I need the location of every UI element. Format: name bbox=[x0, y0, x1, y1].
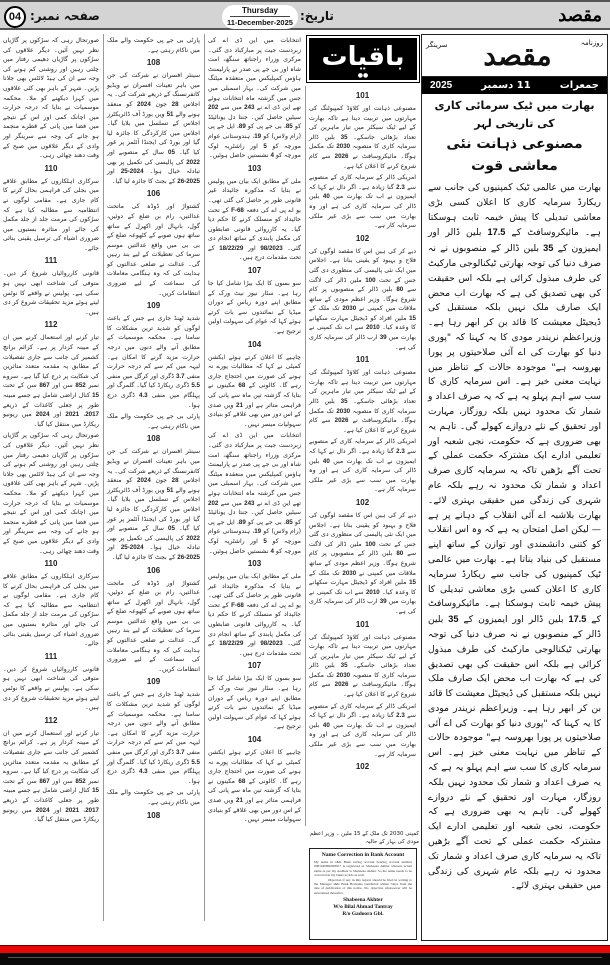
notice-relation: W/o Bilal Ahmad Tantray bbox=[333, 904, 393, 911]
highlighted-figure: 35 bbox=[340, 662, 348, 670]
column-paragraph: کشتواڑ اور ڈوڈہ کی ماتحت عدالتیں، رام بن ضلع کے دوئیں، گول، بانہال اور اکھرل کے ساتھ ساتھ ہوں صوبے کے کٹھوعہ ضلع کے بی بی میں واقع عدالتیں موسم سرما کی تعطیلات کے لیے بند رہیں گی۔ عدالت نے ضلعی عدالتوں کو ہدایت کی کہ وہ ہنگامی معاملات کی سماعت کے لیے ضروری انتظامات کریں۔ bbox=[107, 203, 200, 297]
highlighted-figure: 18/22/29 bbox=[219, 244, 244, 252]
column-paragraph: سو بسوں کا ایک بیڑا شامل کیا جا رہا ہے۔ سٹار نیوز نیٹ ورک کے مطابق اپنے دورہ ریاس کے دوران میڈیا کے نمائندوں سے بات کرتے ہوئے کہا کہ عوام کی سہولت اولین ترجیح ہے۔ bbox=[208, 675, 301, 731]
highlighted-figure: 5 bbox=[263, 142, 267, 150]
highlighted-figure: 4 bbox=[270, 547, 274, 555]
section-number: 104 bbox=[247, 339, 262, 349]
highlighted-figure: 2.3 bbox=[396, 183, 405, 191]
editorial-paper-title: مقصد bbox=[483, 39, 552, 72]
highlighted-figure: 05 bbox=[168, 525, 175, 533]
column-paragraph: ملی کے مطابق ایک بیان میں پولیس نے بتایا کہ مذکورہ جائیداد غیر قانونی طور پر حاصل کی گئی تھی۔ یو اے پی اے کی دفعہ 68-F کے تحت جائیداد کو منسلک کرنے کا حکم دیا گیا۔ یہ کارروائی قانونی ضابطوں کی مکمل پابندی کے ساتھ انجام دی گئی۔ 98/2023 اور 18/22/29 کے تحت مقدمات درج ہیں۔ bbox=[208, 573, 301, 657]
column-paragraph: دیے کر کی ہیں اس کا مقصد لوگوں کی فلاح و بہبود کو یقینی بنانا ہے۔ اجلاس میں ایک نئی پالیسی کی منظوری دی گئی جس کے تحت 100 ملین ڈالر کی لاگت سے 80 بلین ڈالر کے منصوبوں پر کام شروع ہوگا۔ وزیر اعظم مودی کے ساتھ ملاقات میں کمپنی نے 2030 تک ملک کے 15 ملین افراد کو ڈیجیٹل مہارت سکھانے کا وعدہ کیا۔ 2010 سے اب تک کمپنی نے بھارت میں 39 ارب ڈالر کی سرمایہ کاری کی ہے۔ bbox=[309, 511, 417, 615]
highlighted-figure: 2021 bbox=[65, 411, 80, 419]
highlighted-figure: 2022 bbox=[186, 534, 200, 542]
editorial-continuation: بھارت میں عالمی ٹیک کمپنیوں کی جانب سے ریکارڈ سرمایہ کاری کا اعلان کسی بڑی معاشی تبدیلی کا پیش خیمہ ثابت ہوسکتا ہے۔ bbox=[428, 553, 601, 610]
masthead-bar bbox=[0, 0, 610, 30]
highlighted-figure: 2030 bbox=[336, 671, 351, 679]
column-paragraph: سو بسوں کا ایک بیڑا شامل کیا جا رہا ہے۔ سٹار نیوز نیٹ ورک کے مطابق اپنے دورہ ریاس کے دوران میڈیا کے نمائندوں سے بات کرتے ہوئے کہا کہ عوام کی سہولت اولین ترجیح ہے۔ bbox=[208, 280, 301, 336]
highlighted-figure: 867 bbox=[39, 777, 50, 785]
highlighted-figure: 2017 bbox=[85, 806, 99, 814]
highlighted-figure: 2025-26 bbox=[177, 177, 200, 185]
column-paragraph: صورتحال رہی کہ سڑکوں پر گاڑیاں نظر نہیں آئیں۔ دیگر علاقوں کی سڑکوں پر گاڑیاں دھیمی رفتار میں چلتی رہیں اور روشنی کم ہونے کی وجہ سے ان کی ہیڈ لائٹس بھی جلانا پڑیں۔ شہر کے باہر بھی کئی علاقوں میں کہرا دیکھنے کو ملا۔ محکمہ موسمیات نے بتایا کہ درجہ حرارت میں اچانک کمی اور اس کے نتیجے میں فضا میں پانی کے قطرے منجمد ہو جانے کی وجہ سے سرینگر اور وادی کے دیگر علاقوں میں صبح کے وقت دھند چھائی رہی۔ bbox=[3, 37, 99, 160]
highlighted-figure: 2025-26 bbox=[177, 553, 200, 561]
section-number: 109 bbox=[146, 301, 161, 311]
column-3 bbox=[204, 34, 304, 921]
highlighted-figure: 35 bbox=[543, 243, 554, 254]
column-paragraph: شدید ٹھنڈ جاری ہے جس کے باعث لوگوں کو شدید ترین مشکلات کا سامنا ہے۔ محکمہ موسمیات کے مطابق آنے والے دنوں میں درجہ حرارت مزید گرنے کا امکان ہے۔ لیہہ میں کم سے کم درجہ حرارت منفی 3.7 ڈگری اور کرگل میں منفی 5.5 ڈگری ریکارڈ کیا گیا۔ گلمرگ اور پہلگام میں منفی 4.3 ڈگری درج ہوا۔ bbox=[107, 691, 201, 785]
notice-signature bbox=[314, 897, 412, 918]
highlighted-figure: 2017 bbox=[85, 411, 99, 419]
editorial-continuation: تاہم یہ بھی ضروری ہے کہ حکومت، نجی شعبہ اور تعلیمی ادارے ایک مشترکہ حکمت عملی کے تحت آگے بڑھیں تاکہ یہ سرمایہ کاری صرف اعداد و شمار تک محدود نہ رہے بلکہ عام شہری کی زندگی میں حقیقی بہتری لائے۔ bbox=[428, 806, 601, 892]
section-number: 112 bbox=[44, 715, 58, 725]
section-number: 108 bbox=[146, 58, 161, 68]
highlighted-figure: 68 bbox=[238, 382, 246, 390]
section-number: 112 bbox=[44, 320, 58, 330]
section-number: 103 bbox=[247, 559, 262, 569]
highlighted-figure: 2024 bbox=[137, 477, 151, 485]
section-number: 109 bbox=[146, 677, 161, 687]
date-en: 11-December-2025 bbox=[227, 18, 293, 27]
highlighted-figure: 2010 bbox=[365, 588, 380, 596]
page-label: صفحہ نمبر: bbox=[30, 9, 100, 23]
section-number: 111 bbox=[44, 651, 58, 661]
highlighted-figure: 17.5 bbox=[487, 227, 506, 238]
editorial-continuation: مائیکروسافٹ کے 17.5 بلین ڈالر اور ایمیزون کے 35 بلین ڈالر کے منصوبوں نے نہ صرف دنیا کی توجہ بھارتی ٹیکنالوجی مارکیٹ کی طرف مبذول کرائی ہے بلکہ اس حقیقت کی بھی تصدیق کی ہے کہ بھارت اب محض ایک صارف ملک نہیں بلکہ مستقبل کی ڈیجیٹل معیشت کا قائد بن کر ابھر رہا ہے۔ bbox=[428, 598, 602, 714]
highlighted-figure: 15 bbox=[409, 314, 416, 322]
highlighted-figure: 19 bbox=[254, 528, 262, 536]
highlighted-figure: 2.3 bbox=[396, 712, 405, 720]
highlighted-figure: 2030 bbox=[342, 305, 357, 313]
banner-dots-ornament: ●● bbox=[357, 72, 369, 79]
highlighted-figure: 2021 bbox=[65, 806, 80, 814]
highlighted-figure: 68-F bbox=[231, 601, 244, 609]
highlighted-figure: 19 bbox=[254, 132, 262, 140]
highlighted-figure: 5.5 bbox=[191, 382, 200, 390]
editorial-continuation: اس سرمایہ کاری کا سب سے اہم پہلو یہ ہے کہ یہ صرف اعداد و شمار تک محدود نہیں بلکہ روزگار، مہارت اور تحقیق کے نئے دروازے کھولے گی۔ bbox=[428, 747, 601, 818]
editorial-dateline bbox=[422, 77, 607, 94]
highlighted-figure: 5.5 bbox=[191, 758, 200, 766]
city-label: سرینگر bbox=[426, 41, 448, 49]
column-paragraph: صورتحال رہی کہ سڑکوں پر گاڑیاں نظر نہیں آئیں۔ دیگر علاقوں کی سڑکوں پر گاڑیاں دھیمی رفتار میں چلتی رہیں اور روشنی کم ہونے کی وجہ سے ان کی ہیڈ لائٹس بھی جلانا پڑیں۔ شہر کے باہر بھی کئی علاقوں میں کہرا دیکھنے کو ملا۔ محکمہ موسمیات نے بتایا کہ درجہ حرارت میں اچانک کمی اور اس کے نتیجے میں فضا میں پانی کے قطرے منجمد ہو جانے کی وجہ سے سرینگر اور وادی کے دیگر علاقوں میں صبح کے وقت دھند چھائی رہی۔ bbox=[3, 432, 99, 555]
highlighted-figure: 243 bbox=[244, 104, 255, 112]
column-paragraph: سینئر افسران نے شرکت کی جن میں باہر تعینات افسران نے ویڈیو کانفرنسنگ کے ذریعے شرکت کی۔ یہ اجلاس 28 جون 2024 کو منعقد ہونے والے 51 ویں بورڈ آف ڈائریکٹرز اجلاس کے تسلسل میں بلایا گیا۔ اجلاس میں کارکردگی کا جائزہ لیا گیا اور بورڈ کی ایجنڈا آئٹمز پر غور کیا گیا۔ 05 سال کے منصوبے اور 2022 کی پالیسی کی تکمیل پر بھی تبادلہ خیال ہوا۔ 2024-25 اور 2025-26 کے بجٹ کا جائزہ لیا گیا۔ bbox=[107, 448, 201, 561]
highlighted-figure: 39 bbox=[379, 598, 387, 606]
column-paragraph: انتخابات میں این ڈی اے کی زبردست جیت پر مبارکباد دی گئی۔ مرکزی وزراء راجناتھ سنگھ، امت شاہ اور بی جے پی صدر نے پارلیمنٹ ہاؤس کمپلیکس میں منعقدہ میٹنگ میں شرکت کی۔ بہار اسمبلی میں جس میں گزشتہ ماہ انتخابات ہوئے تھے این ڈی اے نے 243 میں سے 202 سیٹیں حاصل کیں۔ جنتا دل یونائیٹڈ کو 85، بی جے پی کو 89، ایل جے پی (رام ولاس) کو 19، ہندوستانی عوام مورچہ کو 5 اور راشٹریہ لوک مورچہ کو 4 نشستیں حاصل ہوئیں۔ bbox=[208, 432, 302, 555]
highlighted-figure: 100 bbox=[365, 540, 376, 548]
highlighted-figure: 40 bbox=[322, 457, 330, 465]
highlighted-figure: 21 bbox=[236, 401, 243, 409]
section-number: 108 bbox=[146, 434, 161, 444]
column-1 bbox=[0, 34, 102, 921]
date-pill bbox=[222, 5, 298, 29]
weekday-en: Thursday bbox=[230, 6, 290, 17]
notice-title: Name Correction in Bank Account bbox=[321, 852, 405, 858]
highlighted-figure: 28 bbox=[171, 100, 179, 108]
highlighted-figure: 100 bbox=[365, 276, 376, 284]
column-paragraph: قانونی کارروائیاں شروع کر دیں۔ متوفی کی شناخت ابھی نہیں ہو سکی ہے۔ پولیس نے واقعے کا نوٹس لیتے ہوئے مزید تحقیقات شروع کر دی ہیں۔ bbox=[3, 665, 99, 712]
column-paragraph: تیار کرنے اور استعمال کرنے میں ان کے مبینہ کردار پر ہے۔ کرائم برانچ کشمیر کی جانب سے جاری تفصیلات کے مطابق یہ مقدمہ متعدد متاثرین کی شکایت پر درج کیا گیا ہے۔ سروے نمبر 852 سن اور 867 سن کے تحت 15 کنال اراضی شامل ہے جسے مبینہ طور پر جعلی کاغذات کے ذریعے 2017، 2021 اور 2024 میں ریونیو ریکارڈ میں منتقل کیا گیا۔ bbox=[3, 729, 99, 824]
footer-black-band bbox=[0, 953, 610, 965]
highlighted-figure: 85 bbox=[285, 518, 293, 526]
column-paragraph: تیار کرنے اور استعمال کرنے میں ان کے مبینہ کردار پر ہے۔ کرائم برانچ کشمیر کی جانب سے جاری تفصیلات کے مطابق یہ مقدمہ متعدد متاثرین کی شکایت پر درج کیا گیا ہے۔ سروے نمبر 852 سن اور 867 سن کے تحت 15 کنال اراضی شامل ہے جسے مبینہ طور پر جعلی کاغذات کے ذریعے 2017، 2021 اور 2024 میں ریونیو ریکارڈ میں منتقل کیا گیا۔ bbox=[3, 334, 99, 428]
highlighted-figure: 2.3 bbox=[396, 448, 405, 455]
column-paragraph: مصنوعی ذہانت اور کلاؤڈ کمپیوٹنگ کی مہارتوں میں تربیت دینا ہے تاکہ بھارت کے لیے ٹیک سیکٹر میں تیار ماہرین کی تعداد بڑھائی جاسکے۔ 35 بلین ڈالر سرمایہ کاری کا منصوبہ 2030 تک مکمل ہوگا۔ مائیکروسافٹ نے 2026 سے کام شروع کرنے کا اعلان کیا ہے۔ bbox=[309, 369, 416, 434]
column-paragraph: ملی کے مطابق ایک بیان میں پولیس نے بتایا کہ مذکورہ جائیداد غیر قانونی طور پر حاصل کی گئی تھی۔ یو اے پی اے کی دفعہ 68-F کے تحت جائیداد کو منسلک کرنے کا حکم دیا گیا۔ یہ کارروائی قانونی ضابطوں کی مکمل پابندی کے ساتھ انجام دی گئی۔ 98/2023 اور 18/22/29 کے تحت مقدمات درج ہیں۔ bbox=[208, 177, 301, 262]
editorial-date: 11 دسمبر bbox=[481, 79, 531, 91]
editorial-weekday: جمعرات bbox=[559, 79, 599, 91]
highlighted-figure: 17.5 bbox=[568, 614, 587, 625]
section-number: 101 bbox=[355, 355, 370, 365]
notice-signatory: Shabeena Akhter bbox=[343, 897, 383, 904]
column-paragraph: دیے کر کی ہیں اس کا مقصد لوگوں کی فلاح و بہبود کو یقینی بنانا ہے۔ اجلاس میں ایک نئی پالیسی کی منظوری دی گئی جس کے تحت 100 ملین ڈالر کی لاگت سے 80 بلین ڈالر کے منصوبوں پر کام شروع ہوگا۔ وزیر اعظم مودی کے ساتھ ملاقات میں کمپنی نے 2030 تک ملک کے 15 ملین افراد کو ڈیجیٹل مہارت سکھانے کا وعدہ کیا۔ 2010 سے اب تک کمپنی نے بھارت میں 39 ارب ڈالر کی سرمایہ کاری کی ہے۔ bbox=[309, 247, 417, 351]
column-paragraph: مصنوعی ذہانت اور کلاؤڈ کمپیوٹنگ کی مہارتوں میں تربیت دینا ہے تاکہ بھارت کے لیے ٹیک سیکٹر میں تیار ماہرین کی تعداد بڑھائی جاسکے۔ 35 بلین ڈالر سرمایہ کاری کا منصوبہ 2030 تک مکمل ہوگا۔ مائیکروسافٹ نے 2026 سے کام شروع کرنے کا اعلان کیا ہے۔ bbox=[309, 105, 416, 170]
section-number: 107 bbox=[247, 266, 262, 276]
highlighted-figure: 80 bbox=[396, 550, 404, 558]
highlighted-figure: 51 bbox=[166, 110, 174, 118]
highlighted-figure: 40 bbox=[322, 193, 330, 201]
continued-note: کمپنی 2030 تک ملک کے 15 ملین ۔ وزیر اعظم مودی کی بہار کے حالیہ bbox=[309, 831, 419, 845]
section-number: 106 bbox=[146, 565, 161, 575]
baqiyat-banner bbox=[307, 36, 419, 82]
column-paragraph: قانونی کارروائیاں شروع کر دیں۔ متوفی کی شناخت ابھی نہیں ہو سکی ہے۔ پولیس نے واقعے کا نوٹس لیتے ہوئے مزید تحقیقات شروع کر دی ہیں۔ bbox=[3, 270, 99, 316]
highlighted-figure: 68 bbox=[238, 777, 246, 785]
column-paragraph: پارٹی بی جے پی حکومت والے ملک میں ناکام رہتی ہے۔ bbox=[107, 37, 200, 54]
column-2 bbox=[103, 34, 203, 921]
highlighted-figure: 2024-25 bbox=[120, 544, 144, 552]
daily-label: روزنامہ bbox=[580, 39, 603, 47]
section-number: 101 bbox=[355, 619, 370, 629]
highlighted-figure: 98/2023 bbox=[260, 640, 283, 648]
highlighted-figure: 15 bbox=[92, 787, 99, 795]
section-number: 110 bbox=[44, 559, 58, 569]
highlighted-figure: 2022 bbox=[186, 158, 200, 166]
highlighted-figure: 98/2023 bbox=[260, 244, 283, 252]
highlighted-figure: 4 bbox=[270, 152, 274, 160]
section-number: 110 bbox=[44, 163, 58, 173]
notice-body-1: My name in J&K Bank saving account bearing account number 0081040800028917 is registered as Shabeena Akhter whereas actual name as per my Aadhaar is Shabeena Akhter. So the name needs to be corrected in my bank records as well. bbox=[314, 860, 412, 878]
column-paragraph: امریکی ڈالر کے سرمایہ کاری کے منصوبے سے 2.3 گنا زیادہ ہے۔ اگر دال نے کہا کہ ایمیزون نے اب تک بھارت میں 40 بلین ڈالر کی سرمایہ کاری کی ہے اور وہ بھارت میں سب سے بڑی غیر ملکی سرمایہ کار ہے۔ bbox=[309, 174, 416, 230]
section-number: 104 bbox=[247, 735, 262, 744]
highlighted-figure: 80 bbox=[396, 286, 404, 294]
column-paragraph: سرکاری اہلکاروں کے مطابق علاقے میں بجلی کی فراہمی بحال کرنے کا کام جاری ہے۔ مقامی لوگوں نے انتظامیہ سے مطالبہ کیا ہے کہ سڑکوں کی مرمت جلد از جلد مکمل کی جائے اور متاثرہ بستیوں میں ضروری اشیاء کی ترسیل یقینی بنائی جائے۔ bbox=[3, 573, 99, 648]
highlighted-figure: 35 bbox=[340, 133, 348, 141]
highlighted-figure: 15 bbox=[409, 579, 416, 587]
highlighted-figure: 3.7 bbox=[175, 372, 185, 380]
highlighted-figure: 15 bbox=[92, 392, 99, 399]
editorial-box bbox=[421, 34, 608, 941]
headline-line-2: مصنوعی ذہانت نئی معاشی قوت bbox=[446, 136, 583, 174]
highlighted-figure: 35 bbox=[340, 398, 348, 406]
newspaper-logo: مقصد bbox=[558, 5, 602, 26]
highlighted-figure: 202 bbox=[208, 499, 219, 507]
editorial-body: بھارت میں عالمی ٹیک کمپنیوں کی جانب سے ریکارڈ سرمایہ کاری کا اعلان کسی بڑی معاشی تبدیلی کا پیش خیمہ ثابت ہوسکتا ہے۔ مائیکروسافٹ کے 17.5 بلین ڈالر اور ایمیزون کے 35 بلین ڈالر کے منصوبوں نے نہ صرف دنیا کی توجہ بھارتی ٹیکنالوجی مارکیٹ کی طرف مبذول کرائی ہے بلکہ اس حقیقت کی بھی تصدیق کی ہے کہ بھارت اب محض ایک صارف ملک نہیں بلکہ مستقبل کی ڈیجیٹل معیشت کا قائد بن کر ابھر رہا ہے۔ وزیراعظم نریندر مودی کا یہ کہنا کہ "پوری دنیا کو بھارت کی اے آئی صلاحیتوں پر پورا بھروسہ ہے" موجودہ حالات کے تناظر میں نہایت معنی خیز ہے۔ اس سرمایہ کاری کا سب سے اہم پہلو یہ ہے کہ یہ صرف اعداد و شمار تک محدود نہیں بلکہ روزگار، مہارت اور تحقیق کے نئے دروازے کھولے گی۔ تاہم یہ بھی ضروری ہے کہ حکومت، نجی شعبہ اور تعلیمی ادارے ایک مشترکہ حکمت عملی کے تحت آگے بڑھیں تاکہ یہ سرمایہ کاری صرف اعداد و شمار تک محدود نہ رہے بلکہ عام شہری کی زندگی میں حقیقی بہتری لائے۔ بھارت بلاشبہ اے آئی انقلاب کے دہانے پر ہے — لیکن اصل امتحان یہ ہے کہ وہ اس انقلاب کو کتنی دانشمندی اور توازن کے ساتھ اپنے مستقبل کی بنیاد بناتا ہے۔ بھارت میں عالمی ٹیک کمپنیوں کی جانب سے ریکارڈ سرمایہ کاری کا اعلان کسی بڑی معاشی تبدیلی کا پیش خیمہ ثابت ہوسکتا ہے۔ مائیکروسافٹ کے 17.5 بلین ڈالر اور ایمیزون کے 35 بلین ڈالر کے منصوبوں نے نہ صرف دنیا کی توجہ بھارتی ٹیکنالوجی مارکیٹ کی طرف مبذول کرائی ہے بلکہ اس حقیقت کی بھی تصدیق کی ہے کہ بھارت اب محض ایک صارف ملک نہیں بلکہ مستقبل کی ڈیجیٹل معیشت کا قائد بن کر ابھر رہا ہے۔ وزیراعظم نریندر مودی کا یہ کہنا کہ "پوری دنیا کو بھارت کی اے آئی صلاحیتوں پر پورا بھروسہ ہے" موجودہ حالات کے تناظر میں نہایت معنی خیز ہے۔ اس سرمایہ کاری کا سب سے اہم پہلو یہ ہے کہ یہ صرف اعداد و شمار تک محدود نہیں بلکہ روزگار، مہارت اور تحقیق کے نئے دروازے کھولے گی۔ تاہم یہ بھی ضروری ہے کہ حکومت، نجی شعبہ اور تعلیمی ادارے ایک مشترکہ حکمت عملی کے تحت آگے بڑھیں تاکہ یہ سرمایہ کاری صرف اعداد و شمار تک محدود نہ رہے بلکہ عام شہری کی زندگی میں حقیقی بہتری لائے۔ bbox=[428, 182, 602, 892]
column-paragraph: امریکی ڈالر کے سرمایہ کاری کے منصوبے سے 2.3 گنا زیادہ ہے۔ اگر دال نے کہا کہ ایمیزون نے اب تک بھارت میں 40 بلین ڈالر کی سرمایہ کاری کی ہے اور وہ بھارت میں سب سے بڑی غیر ملکی سرمایہ کار ہے۔ bbox=[309, 438, 416, 494]
highlighted-figure: 2024 bbox=[35, 411, 50, 419]
highlighted-figure: 2026 bbox=[334, 681, 349, 689]
footer-red-band bbox=[0, 945, 610, 953]
highlighted-figure: 89 bbox=[238, 518, 246, 526]
section-number: 107 bbox=[247, 661, 262, 671]
highlighted-figure: 867 bbox=[39, 382, 50, 390]
section-number: 103 bbox=[247, 163, 262, 173]
column-paragraph: امریکی ڈالر کے سرمایہ کاری کے منصوبے سے 2.3 گنا زیادہ ہے۔ اگر دال نے کہا کہ ایمیزون نے اب تک بھارت میں 40 بلین ڈالر کی سرمایہ کاری کی ہے اور وہ بھارت میں سب سے بڑی غیر ملکی سرمایہ کار ہے۔ bbox=[309, 702, 416, 758]
highlighted-figure: 39 bbox=[379, 334, 387, 342]
highlighted-figure: 2030 bbox=[342, 569, 357, 577]
highlighted-figure: 4.3 bbox=[139, 392, 148, 399]
highlighted-figure: 243 bbox=[244, 499, 255, 507]
editorial-continuation: وزیراعظم نریندر مودی کا یہ کہنا کہ "پوری دنیا کو بھارت کی اے آئی صلاحیتوں پر پورا بھروسہ ہے" موجودہ حالات کے تناظر میں نہایت معنی خیز ہے۔ bbox=[428, 702, 601, 759]
highlighted-figure: 202 bbox=[208, 104, 219, 112]
notice-address: R/o Gadoora Gbl. bbox=[342, 911, 384, 918]
highlighted-figure: 21 bbox=[236, 796, 243, 804]
section-number: 106 bbox=[146, 189, 161, 199]
highlighted-figure: 68-F bbox=[231, 206, 244, 214]
column-paragraph: مصنوعی ذہانت اور کلاؤڈ کمپیوٹنگ کی مہارتوں میں تربیت دینا ہے تاکہ بھارت کے لیے ٹیک سیکٹر میں تیار ماہرین کی تعداد بڑھائی جاسکے۔ 35 بلین ڈالر سرمایہ کاری کا منصوبہ 2030 تک مکمل ہوگا۔ مائیکروسافٹ نے 2026 سے کام شروع کرنے کا اعلان کیا ہے۔ bbox=[309, 633, 416, 699]
highlighted-figure: 2030 bbox=[336, 407, 351, 415]
column-paragraph: چاہیے کا اعلان کرتے ہوئے ایکشن کمیٹی نے کہا کہ مطالبات پورے نہ ہونے کی صورت میں احتجاج جاری رہے گا۔ کالونی کے 68 مکینوں نے بتایا کہ گزشتہ تین ماہ سے پانی کی فراہمی متاثر ہے اور 21 ویں صدی کے اس دور میں بھی علاقے کو بنیادی سہولیات میسر نہیں۔ bbox=[207, 749, 301, 824]
highlighted-figure: 35 bbox=[448, 614, 459, 625]
notice-body-2: Objection if any in this regard, should be filed in writing to the Manager J&K Bank Bochama Ganderbal within 7days from the date of publication of this notice. No, objection whatsoever will be entertained thereafter. bbox=[314, 877, 412, 895]
highlighted-figure: 85 bbox=[285, 123, 293, 131]
headline-line-1: بھارت میں ٹیک سرمائی کاری کی تاریخی لہر bbox=[434, 99, 595, 130]
section-number: 102 bbox=[355, 762, 370, 772]
highlighted-figure: 5 bbox=[263, 537, 267, 545]
section-number: 102 bbox=[355, 497, 370, 507]
public-notice bbox=[309, 848, 417, 940]
column-paragraph: پارٹی بی جے پی حکومت والے ملک میں ناکام رہتی ہے۔ bbox=[107, 413, 200, 430]
editorial-masthead bbox=[422, 35, 607, 77]
section-number: 101 bbox=[355, 91, 370, 100]
highlighted-figure: 852 bbox=[75, 382, 86, 390]
column-paragraph: سرکاری اہلکاروں کے مطابق علاقے میں بجلی کی فراہمی بحال کرنے کا کام جاری ہے۔ مقامی لوگوں نے انتظامیہ سے مطالبہ کیا ہے کہ سڑکوں کی مرمت جلد از جلد مکمل کی جائے اور متاثرہ بستیوں میں ضروری اشیاء کی ترسیل یقینی بنائی جائے۔ bbox=[3, 177, 99, 252]
column-paragraph: کشتواڑ اور ڈوڈہ کی ماتحت عدالتیں، رام بن ضلع کے دوئیں، گول، بانہال اور اکھرل کے ساتھ ساتھ ہوں صوبے کے کٹھوعہ ضلع کے بی بی میں واقع عدالتیں موسم سرما کی تعطیلات کے لیے بند رہیں گی۔ عدالت نے ضلعی عدالتوں کو ہدایت کی کہ وہ ہنگامی معاملات کی سماعت کے لیے ضروری انتظامات کریں۔ bbox=[107, 579, 200, 673]
column-4 bbox=[305, 86, 419, 826]
highlighted-figure: 2024 bbox=[137, 100, 151, 108]
page-number-badge: 04 bbox=[4, 6, 26, 28]
highlighted-figure: 05 bbox=[168, 148, 175, 156]
highlighted-figure: 2026 bbox=[334, 152, 349, 160]
highlighted-figure: 3.7 bbox=[175, 749, 185, 756]
date-label: تاریخ: bbox=[300, 9, 334, 23]
highlighted-figure: 89 bbox=[238, 123, 246, 131]
highlighted-figure: 18/22/29 bbox=[219, 640, 244, 648]
column-paragraph: انتخابات میں این ڈی اے کی زبردست جیت پر مبارکباد دی گئی۔ مرکزی وزراء راجناتھ سنگھ، امت شاہ اور بی جے پی صدر نے پارلیمنٹ ہاؤس کمپلیکس میں منعقدہ میٹنگ میں شرکت کی۔ بہار اسمبلی میں جس میں گزشتہ ماہ انتخابات ہوئے تھے این ڈی اے نے 243 میں سے 202 سیٹیں حاصل کیں۔ جنتا دل یونائیٹڈ کو 85، بی جے پی کو 89، ایل جے پی (رام ولاس) کو 19، ہندوستانی عوام مورچہ کو 5 اور راشٹریہ لوک مورچہ کو 4 نشستیں حاصل ہوئیں۔ bbox=[208, 37, 302, 160]
highlighted-figure: 2030 bbox=[336, 143, 351, 151]
section-number: 111 bbox=[44, 256, 58, 266]
highlighted-figure: 28 bbox=[171, 477, 179, 485]
column-paragraph: شدید ٹھنڈ جاری ہے جس کے باعث لوگوں کو شدید ترین مشکلات کا سامنا ہے۔ محکمہ موسمیات کے مطابق آنے والے دنوں میں درجہ حرارت مزید گرنے کا امکان ہے۔ لیہہ میں کم سے کم درجہ حرارت منفی 3.7 ڈگری اور کرگل میں منفی 5.5 ڈگری ریکارڈ کیا گیا۔ گلمرگ اور پہلگام میں منفی 4.3 ڈگری درج ہوا۔ bbox=[107, 315, 201, 409]
highlighted-figure: 2026 bbox=[334, 417, 349, 425]
editorial-year: 2025 bbox=[430, 79, 453, 91]
highlighted-figure: 2024-25 bbox=[120, 168, 144, 176]
highlighted-figure: 852 bbox=[75, 777, 86, 785]
highlighted-figure: 51 bbox=[166, 486, 174, 494]
baqiyat-title: باقیات bbox=[321, 42, 405, 72]
highlighted-figure: 2024 bbox=[35, 806, 50, 814]
footer-rule bbox=[8, 957, 602, 958]
section-number: 108 bbox=[146, 810, 161, 820]
editorial-headline bbox=[422, 94, 607, 179]
column-paragraph: سینئر افسران نے شرکت کی جن میں باہر تعینات افسران نے ویڈیو کانفرنسنگ کے ذریعے شرکت کی۔ یہ اجلاس 28 جون 2024 کو منعقد ہونے والے 51 ویں بورڈ آف ڈائریکٹرز اجلاس کے تسلسل میں بلایا گیا۔ اجلاس میں کارکردگی کا جائزہ لیا گیا اور بورڈ کی ایجنڈا آئٹمز پر غور کیا گیا۔ 05 سال کے منصوبے اور 2022 کی پالیسی کی تکمیل پر بھی تبادلہ خیال ہوا۔ 2024-25 اور 2025-26 کے بجٹ کا جائزہ لیا گیا۔ bbox=[107, 72, 201, 185]
highlighted-figure: 2010 bbox=[365, 324, 380, 332]
highlighted-figure: 4.3 bbox=[139, 768, 148, 776]
column-paragraph: پارٹی بی جے پی حکومت والے ملک میں ناکام رہتی ہے۔ bbox=[107, 789, 200, 806]
column-paragraph: چاہیے کا اعلان کرتے ہوئے ایکشن کمیٹی نے کہا کہ مطالبات پورے نہ ہونے کی صورت میں احتجاج جاری رہے گا۔ کالونی کے 68 مکینوں نے بتایا کہ گزشتہ تین ماہ سے پانی کی فراہمی متاثر ہے اور 21 ویں صدی کے اس دور میں بھی علاقے کو بنیادی سہولیات میسر نہیں۔ bbox=[207, 353, 301, 428]
section-number: 102 bbox=[355, 233, 370, 243]
highlighted-figure: 40 bbox=[322, 721, 330, 729]
